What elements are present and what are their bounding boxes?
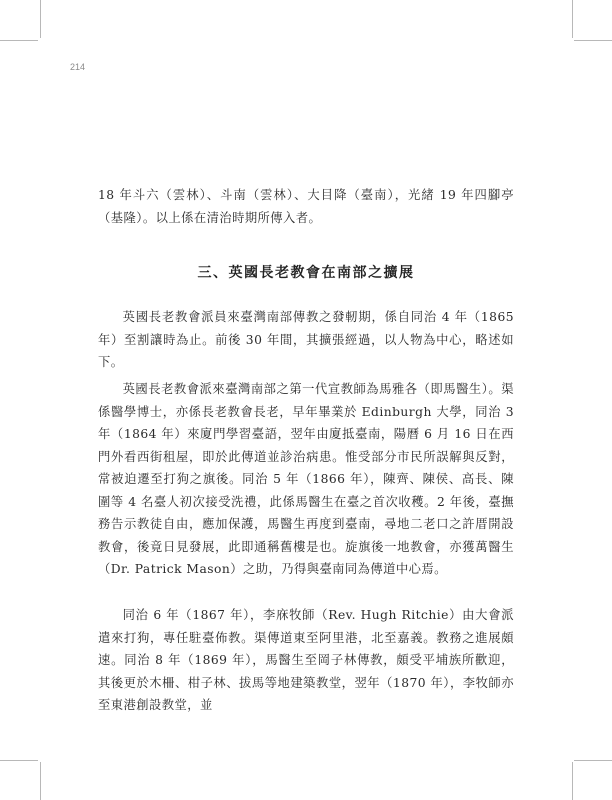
paragraph-intro: 英國長老教會派員來臺灣南部傳教之發軔期，係自同治 4 年（1865 年）至割讓時為止。前後 30 年間，其擴張經過，以人物為中心，略述如下。 xyxy=(98,310,514,369)
crop-mark-top-right xyxy=(572,0,573,38)
crop-mark-top-left xyxy=(40,0,41,38)
crop-mark-right-lower xyxy=(574,760,612,761)
crop-mark-right-upper xyxy=(574,40,612,41)
paragraph-continued: 18 年斗六（雲林）、斗南（雲林）、大目降（臺南），光緒 19 年四腳亭（基隆）。以上係在清治時期所傳入者。 xyxy=(98,188,514,225)
paragraph-ritchie: 同治 6 年（1867 年），李庥牧師（Rev. Hugh Ritchie）由大會派遣來打狗，專任駐臺佈教。渠傳道東至阿里港，北至嘉義。教務之進展頗速。同治 8 年（1869 年），馬醫生至岡子林傳教，頗受平埔族所歡迎，其後更於木柵、柑子林、拔馬等地建築教堂，翌年（1870 年），李牧師亦至東港創設教堂，並 xyxy=(98,608,514,712)
crop-mark-bottom-left xyxy=(40,762,41,800)
crop-mark-left-lower xyxy=(0,760,38,761)
crop-mark-bottom-right xyxy=(572,762,573,800)
paragraph-maxwell: 英國長老教會派來臺灣南部之第一代宣教師為馬雅各（即馬醫生）。渠係醫學博士，亦係長老教會長老，早年畢業於 Edinburgh 大學，同治 3 年（1864 年）來廈門學習臺語，翌年由廈抵臺南，陽曆 6 月 16 日在西門外看西街租屋，即於此傳道並診治病患。惟受部分市民所誤解與反對，常被迫遷至打狗之旗後。同治 5 年（1866 年），陳齊、陳侯、高長、陳圍等 4 名臺人初次接受洗禮，此係馬醫生在臺之首次收穫。2 年後，臺撫務告示教徒自由，應加保護，馬醫生再度到臺南，尋地二老口之許厝開設教會，後竟日見發展，此即通稱舊樓是也。旋旗後一地教會，亦獲萬醫生（Dr. Patrick Mason）之助，乃得與臺南同為傳道中心焉。 xyxy=(98,382,514,576)
section-heading: 三、英國長老教會在南部之擴展 xyxy=(197,265,415,281)
page-number: 214 xyxy=(70,62,86,72)
crop-mark-left-upper xyxy=(0,40,38,41)
